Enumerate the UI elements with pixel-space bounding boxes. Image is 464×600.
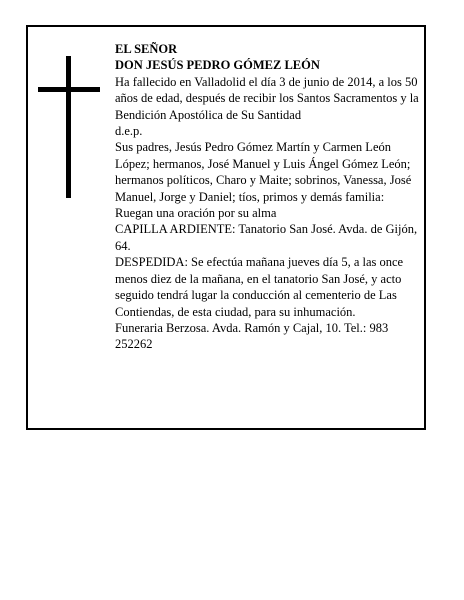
notice-title: EL SEÑOR <box>115 42 178 56</box>
funeral-home-info: Funeraria Berzosa. Avda. Ramón y Cajal, 10. Tel.: 983 252262 <box>115 320 389 352</box>
farewell-info: DESPEDIDA: Se efectúa mañana jueves día 5, a las once menos diez de la mañana, en el tanatorio San José, y acto seguido tendrá lugar la conducción al cementerio de Las Contiendas, de esta ciudad, para su inhumación. <box>115 255 404 319</box>
death-info: Ha fallecido en Valladolid el día 3 de junio de 2014, a los 50 años de edad, después de recibir los Santos Sacramentos y la Bendición Apostólica de Su Santidad <box>115 74 419 122</box>
family-list: Sus padres, Jesús Pedro Gómez Martín y Carmen León López; hermanos, José Manuel y Luis Ángel Gómez León; hermanos políticos, Charo y Maite; sobrinos, Vanessa, José Manuel, Jorge y Daniel; tíos, primos y demás familia: <box>115 140 412 204</box>
cross-vertical-bar <box>66 56 71 198</box>
prayer-request: Ruegan una oración por su alma <box>115 206 277 221</box>
obituary-text <box>115 41 420 353</box>
deceased-name: DON JESÚS PEDRO GÓMEZ LEÓN <box>115 58 320 73</box>
cross-icon <box>38 56 100 198</box>
chapel-info: CAPILLA ARDIENTE: Tanatorio San José. Avda. de Gijón, 64. <box>115 222 418 253</box>
obituary-notice <box>26 25 426 430</box>
rip-abbreviation: d.e.p. <box>115 124 143 139</box>
cross-horizontal-bar <box>38 87 100 92</box>
